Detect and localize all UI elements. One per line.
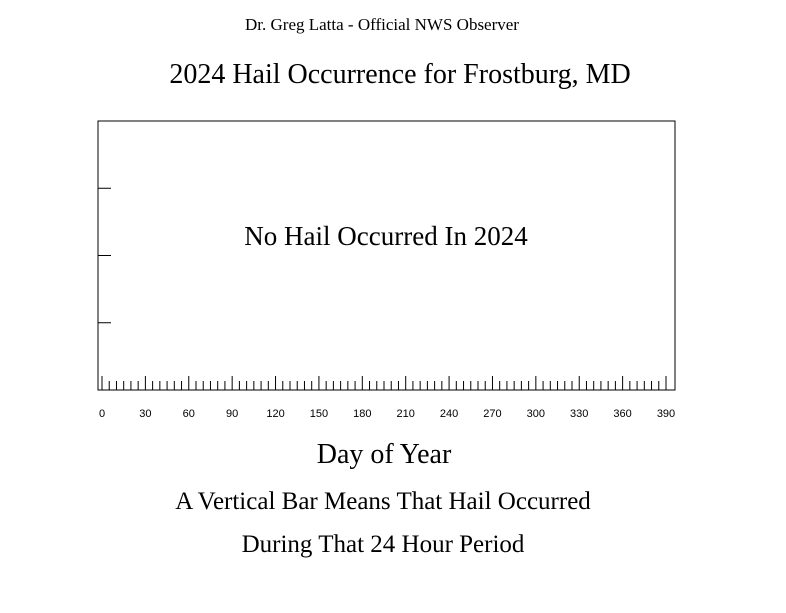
x-tick-label: 30: [139, 408, 152, 420]
plot-frame: [98, 121, 675, 390]
x-axis-tick-labels: [99, 408, 675, 420]
x-tick-label: 90: [226, 408, 239, 420]
caption-line-1: A Vertical Bar Means That Hail Occurred: [175, 488, 591, 515]
x-tick-label: 210: [396, 408, 415, 420]
x-axis-label: Day of Year: [316, 439, 452, 470]
x-tick-label: 270: [483, 408, 502, 420]
x-tick-label: 0: [98, 408, 106, 420]
x-tick-label: 390: [656, 408, 676, 420]
x-tick-label: 360: [613, 408, 632, 420]
x-tick-label: 300: [526, 408, 546, 420]
x-tick-label: 180: [353, 408, 372, 420]
observer-credit: Dr. Greg Latta - Official NWS Observer: [245, 15, 519, 34]
x-tick-label: 120: [266, 408, 285, 420]
no-hail-annotation: No Hail Occurred In 2024: [244, 221, 528, 251]
x-tick-label: 60: [182, 408, 195, 420]
x-axis-ticks: [102, 376, 666, 390]
caption-line-2: During That 24 Hour Period: [241, 531, 525, 558]
x-tick-label: 150: [309, 408, 329, 420]
chart-title: 2024 Hail Occurrence for Frostburg, MD: [169, 59, 631, 90]
x-tick-label: 240: [439, 408, 459, 420]
x-tick-label: 330: [570, 408, 589, 420]
y-axis-ticks: [98, 188, 111, 323]
